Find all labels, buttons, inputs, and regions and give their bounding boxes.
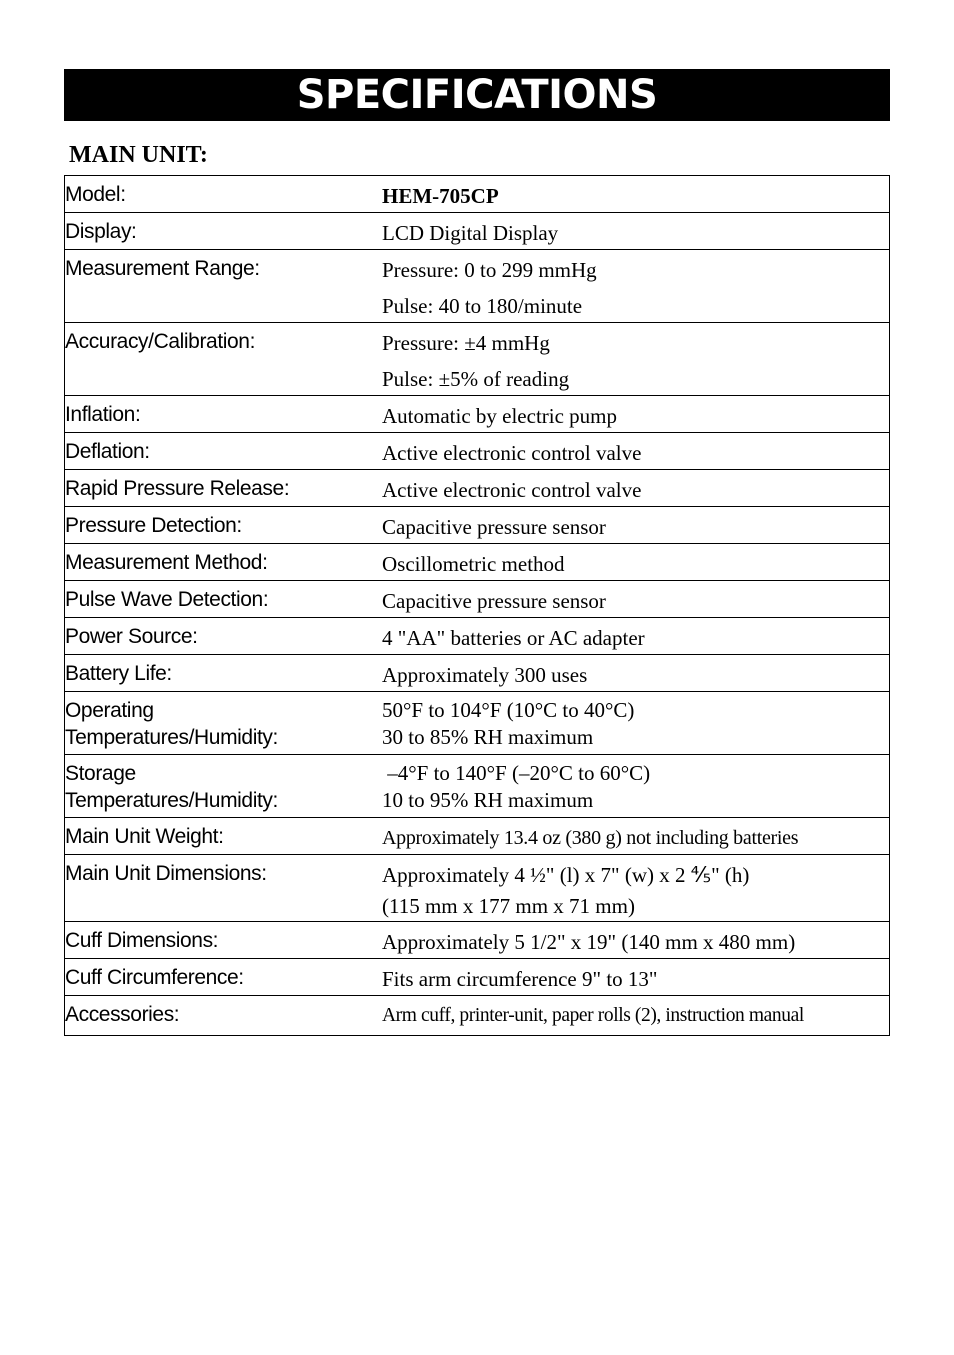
table-row — [65, 655, 890, 692]
table-row — [65, 323, 890, 396]
spec-value: Capacitive pressure sensor — [382, 515, 606, 539]
table-row — [65, 692, 890, 755]
spec-value: 50°F to 104°F (10°C to 40°C) — [382, 698, 635, 722]
spec-label: Operating — [65, 699, 154, 722]
spec-value: Pressure: 0 to 299 mmHg — [382, 258, 597, 282]
spec-label: Temperatures/Humidity: — [65, 726, 278, 749]
spec-value: HEM-705CP — [382, 184, 499, 208]
spec-label: Storage — [65, 762, 136, 785]
spec-value: –4°F to 140°F (–20°C to 60°C) — [382, 761, 651, 785]
spec-label: Main Unit Weight: — [65, 825, 224, 848]
spec-value: Approximately 13.4 oz (380 g) not including batteries — [382, 827, 799, 849]
spec-value: Pressure: ±4 mmHg — [382, 331, 550, 355]
table-row — [65, 213, 890, 250]
spec-label: Accuracy/Calibration: — [65, 330, 256, 353]
spec-value: 4 "AA" batteries or AC adapter — [382, 626, 645, 650]
table-row — [65, 433, 890, 470]
table-row — [65, 959, 890, 996]
page-title: SPECIFICATIONS — [64, 69, 890, 121]
spec-value: Pulse: ±5% of reading — [382, 367, 570, 391]
spec-value: Oscillometric method — [382, 552, 565, 576]
table-row — [65, 618, 890, 655]
spec-value: Active electronic control valve — [382, 441, 642, 465]
spec-value: Approximately 300 uses — [382, 663, 588, 687]
spec-value: (115 mm x 177 mm x 71 mm) — [382, 894, 635, 918]
table-row — [65, 544, 890, 581]
table-row — [65, 922, 890, 959]
spec-label: Measurement Method: — [65, 551, 268, 574]
spec-label: Pressure Detection: — [65, 514, 242, 537]
spec-label: Deflation: — [65, 440, 150, 463]
spec-label: Cuff Circumference: — [65, 966, 244, 989]
spec-value: Arm cuff, printer-unit, paper rolls (2), instruction manual — [382, 1005, 804, 1026]
spec-value: Fits arm circumference 9" to 13" — [382, 967, 658, 991]
spec-label: Accessories: — [65, 1003, 180, 1026]
spec-value: Pulse: 40 to 180/minute — [382, 294, 583, 318]
spec-value: Automatic by electric pump — [382, 404, 618, 428]
table-row — [65, 396, 890, 433]
spec-value: 30 to 85% RH maximum — [382, 725, 594, 749]
spec-label: Battery Life: — [65, 662, 172, 685]
spec-label: Display: — [65, 220, 137, 243]
table-row — [65, 581, 890, 618]
table-row — [65, 855, 890, 922]
spec-value: Approximately 4 ½" (l) x 7" (w) x 2 ⅘" (h) — [382, 863, 750, 887]
spec-label: Power Source: — [65, 625, 198, 648]
table-row — [65, 507, 890, 544]
section-title: MAIN UNIT: — [69, 142, 208, 168]
spec-label: Main Unit Dimensions: — [65, 862, 267, 885]
spec-label: Temperatures/Humidity: — [65, 789, 278, 812]
spec-value: Capacitive pressure sensor — [382, 589, 606, 613]
table-row — [65, 996, 890, 1036]
spec-label: Pulse Wave Detection: — [65, 588, 269, 611]
spec-label: Model: — [65, 183, 126, 206]
table-row — [65, 470, 890, 507]
table-row — [65, 818, 890, 855]
table-row — [65, 755, 890, 818]
spec-value: Active electronic control valve — [382, 478, 642, 502]
table-row — [65, 176, 890, 213]
spec-value: LCD Digital Display — [382, 221, 559, 245]
spec-label: Cuff Dimensions: — [65, 929, 219, 952]
table-row — [65, 250, 890, 323]
specifications-table — [64, 175, 890, 1036]
spec-value: 10 to 95% RH maximum — [382, 788, 594, 812]
spec-label: Inflation: — [65, 403, 141, 426]
spec-value: Approximately 5 1/2" x 19" (140 mm x 480 mm) — [382, 930, 796, 954]
spec-label: Measurement Range: — [65, 257, 260, 280]
spec-label: Rapid Pressure Release: — [65, 477, 290, 500]
